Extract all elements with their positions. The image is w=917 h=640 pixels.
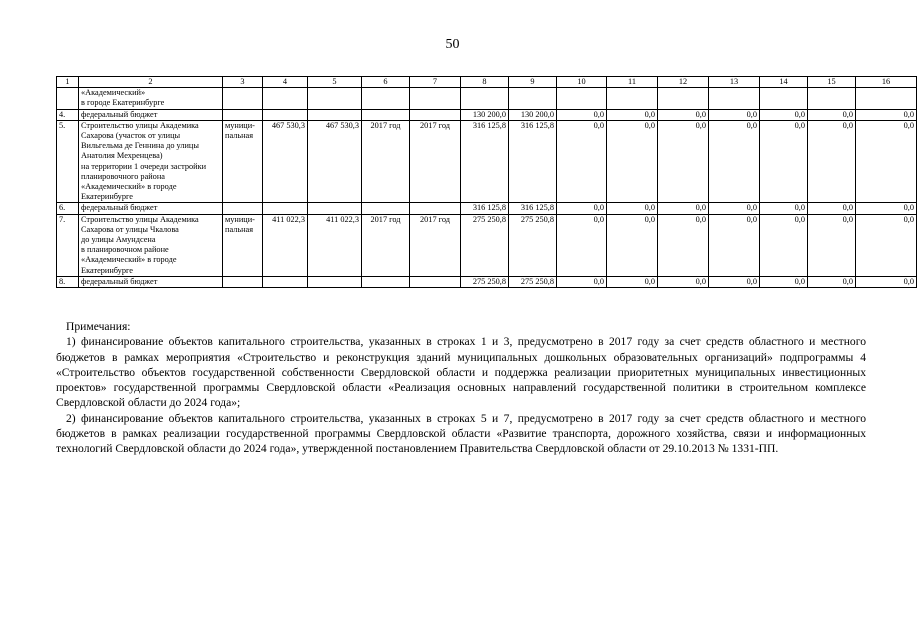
value-cell bbox=[362, 276, 410, 287]
value-cell: 0,0 bbox=[709, 203, 760, 214]
object-name-cell: Строительство улицы Академика Сахарова (участок от улицы Вильгельма де Геннина до улицы Анатолия Мехренцева) на территории 1 очереди застройки планировочного района «Академический» в городе Екатеринбурге bbox=[79, 120, 223, 203]
value-cell: 0,0 bbox=[760, 214, 808, 276]
value-cell: 0,0 bbox=[709, 276, 760, 287]
value-cell bbox=[308, 276, 362, 287]
value-cell: 2017 год bbox=[362, 214, 410, 276]
row-number-cell bbox=[57, 88, 79, 109]
column-header: 1 bbox=[57, 77, 79, 88]
value-cell: 0,0 bbox=[856, 214, 917, 276]
value-cell bbox=[760, 88, 808, 109]
value-cell: 316 125,8 bbox=[509, 203, 557, 214]
value-cell bbox=[410, 203, 461, 214]
value-cell: 0,0 bbox=[557, 214, 607, 276]
value-cell: 275 250,8 bbox=[461, 276, 509, 287]
value-cell bbox=[658, 88, 709, 109]
value-cell: 0,0 bbox=[856, 120, 917, 203]
value-cell bbox=[362, 109, 410, 120]
value-cell bbox=[223, 88, 263, 109]
value-cell: 411 022,3 bbox=[263, 214, 308, 276]
object-name-cell: федеральный бюджет bbox=[79, 203, 223, 214]
column-header: 3 bbox=[223, 77, 263, 88]
value-cell: 275 250,8 bbox=[509, 214, 557, 276]
value-cell: 316 125,8 bbox=[461, 120, 509, 203]
value-cell: 0,0 bbox=[808, 120, 856, 203]
value-cell: 0,0 bbox=[557, 203, 607, 214]
value-cell: 0,0 bbox=[808, 203, 856, 214]
value-cell: 0,0 bbox=[607, 120, 658, 203]
value-cell bbox=[607, 88, 658, 109]
value-cell: 0,0 bbox=[760, 120, 808, 203]
object-name-cell: Строительство улицы Академика Сахарова от улицы Чкалова до улицы Амундсена в планировочном районе «Академический» в городе Екатеринбурге bbox=[79, 214, 223, 276]
value-cell: 0,0 bbox=[760, 109, 808, 120]
value-cell bbox=[263, 276, 308, 287]
value-cell bbox=[709, 88, 760, 109]
value-cell: муници-пальная bbox=[223, 120, 263, 203]
row-number-cell: 7. bbox=[57, 214, 79, 276]
value-cell: 0,0 bbox=[808, 109, 856, 120]
column-header: 16 bbox=[856, 77, 917, 88]
value-cell: 130 200,0 bbox=[461, 109, 509, 120]
value-cell: 0,0 bbox=[557, 276, 607, 287]
value-cell: 0,0 bbox=[856, 203, 917, 214]
value-cell: 0,0 bbox=[658, 109, 709, 120]
value-cell: 275 250,8 bbox=[461, 214, 509, 276]
value-cell bbox=[263, 109, 308, 120]
value-cell: 0,0 bbox=[808, 276, 856, 287]
value-cell: 0,0 bbox=[557, 109, 607, 120]
value-cell bbox=[557, 88, 607, 109]
value-cell bbox=[461, 88, 509, 109]
value-cell: 467 530,3 bbox=[263, 120, 308, 203]
column-header: 9 bbox=[509, 77, 557, 88]
object-name-cell: федеральный бюджет bbox=[79, 109, 223, 120]
table-row bbox=[57, 109, 917, 120]
value-cell: 0,0 bbox=[658, 214, 709, 276]
table-row bbox=[57, 203, 917, 214]
value-cell bbox=[263, 88, 308, 109]
column-header: 4 bbox=[263, 77, 308, 88]
value-cell: 316 125,8 bbox=[509, 120, 557, 203]
value-cell bbox=[308, 109, 362, 120]
value-cell bbox=[223, 203, 263, 214]
value-cell bbox=[509, 88, 557, 109]
table-row bbox=[57, 276, 917, 287]
value-cell bbox=[263, 203, 308, 214]
column-header: 14 bbox=[760, 77, 808, 88]
value-cell bbox=[856, 88, 917, 109]
value-cell: 0,0 bbox=[709, 214, 760, 276]
row-number-cell: 8. bbox=[57, 276, 79, 287]
value-cell: 467 530,3 bbox=[308, 120, 362, 203]
object-name-cell: «Академический» в городе Екатеринбурге bbox=[79, 88, 223, 109]
value-cell: 0,0 bbox=[856, 109, 917, 120]
value-cell: 0,0 bbox=[709, 109, 760, 120]
value-cell: 0,0 bbox=[607, 214, 658, 276]
note-item-2: 2) финансирование объектов капитального строительства, указанных в строках 5 и 7, предусмотрено в 2017 году за счет средств областного и местного бюджетов в рамках реализации государственной программы Свердловской области «Развитие транспорта, дорожного хозяйства, связи и информационных технологий Свердловской области до 2024 года», утвержденной постановлением Правительства Свердловской области от 29.10.2013 № 1331-ПП. bbox=[56, 411, 866, 456]
table-row bbox=[57, 214, 917, 276]
value-cell bbox=[410, 88, 461, 109]
value-cell: 0,0 bbox=[856, 276, 917, 287]
value-cell: 0,0 bbox=[658, 276, 709, 287]
value-cell bbox=[308, 203, 362, 214]
value-cell: 0,0 bbox=[709, 120, 760, 203]
column-header: 8 bbox=[461, 77, 509, 88]
value-cell: 2017 год bbox=[410, 214, 461, 276]
row-number-cell: 6. bbox=[57, 203, 79, 214]
column-header: 12 bbox=[658, 77, 709, 88]
table-row bbox=[57, 120, 917, 203]
value-cell: 411 022,3 bbox=[308, 214, 362, 276]
column-header: 2 bbox=[79, 77, 223, 88]
value-cell bbox=[808, 88, 856, 109]
value-cell: 0,0 bbox=[760, 203, 808, 214]
value-cell bbox=[362, 88, 410, 109]
column-header: 7 bbox=[410, 77, 461, 88]
table-header-row bbox=[57, 77, 917, 88]
column-header: 15 bbox=[808, 77, 856, 88]
budget-table bbox=[56, 76, 917, 288]
row-number-cell: 5. bbox=[57, 120, 79, 203]
value-cell bbox=[308, 88, 362, 109]
value-cell: 316 125,8 bbox=[461, 203, 509, 214]
note-item-1: 1) финансирование объектов капитального строительства, указанных в строках 1 и 3, предусмотрено в 2017 году за счет средств областного и местного бюджетов в рамках мероприятия «Строительство и реконструкция зданий муниципальных дошкольных образовательных организаций» подпрограммы 4 «Строительство объектов государственной собственности Свердловской области и поддержка реализации приоритетных муниципальных инвестиционных проектов» государственной программы Свердловской области «Реализация основных направлений государственной политики в строительном комплексе Свердловской области до 2024 года»; bbox=[56, 335, 866, 410]
value-cell bbox=[362, 203, 410, 214]
value-cell bbox=[410, 109, 461, 120]
value-cell: 2017 год bbox=[410, 120, 461, 203]
value-cell: 0,0 bbox=[607, 276, 658, 287]
value-cell: 0,0 bbox=[607, 109, 658, 120]
notes-title: Примечания: bbox=[66, 320, 131, 333]
value-cell: 2017 год bbox=[362, 120, 410, 203]
column-header: 13 bbox=[709, 77, 760, 88]
value-cell: 130 200,0 bbox=[509, 109, 557, 120]
object-name-cell: федеральный бюджет bbox=[79, 276, 223, 287]
table-row bbox=[57, 88, 917, 109]
column-header: 11 bbox=[607, 77, 658, 88]
value-cell: 0,0 bbox=[808, 214, 856, 276]
value-cell bbox=[223, 276, 263, 287]
column-header: 10 bbox=[557, 77, 607, 88]
value-cell bbox=[223, 109, 263, 120]
column-header: 6 bbox=[362, 77, 410, 88]
value-cell bbox=[410, 276, 461, 287]
page-number: 50 bbox=[445, 37, 460, 52]
column-header: 5 bbox=[308, 77, 362, 88]
value-cell: 0,0 bbox=[658, 203, 709, 214]
notes-section bbox=[56, 319, 866, 457]
value-cell: 275 250,8 bbox=[509, 276, 557, 287]
value-cell: 0,0 bbox=[607, 203, 658, 214]
row-number-cell: 4. bbox=[57, 109, 79, 120]
value-cell: 0,0 bbox=[658, 120, 709, 203]
value-cell: муници-пальная bbox=[223, 214, 263, 276]
value-cell: 0,0 bbox=[760, 276, 808, 287]
value-cell: 0,0 bbox=[557, 120, 607, 203]
